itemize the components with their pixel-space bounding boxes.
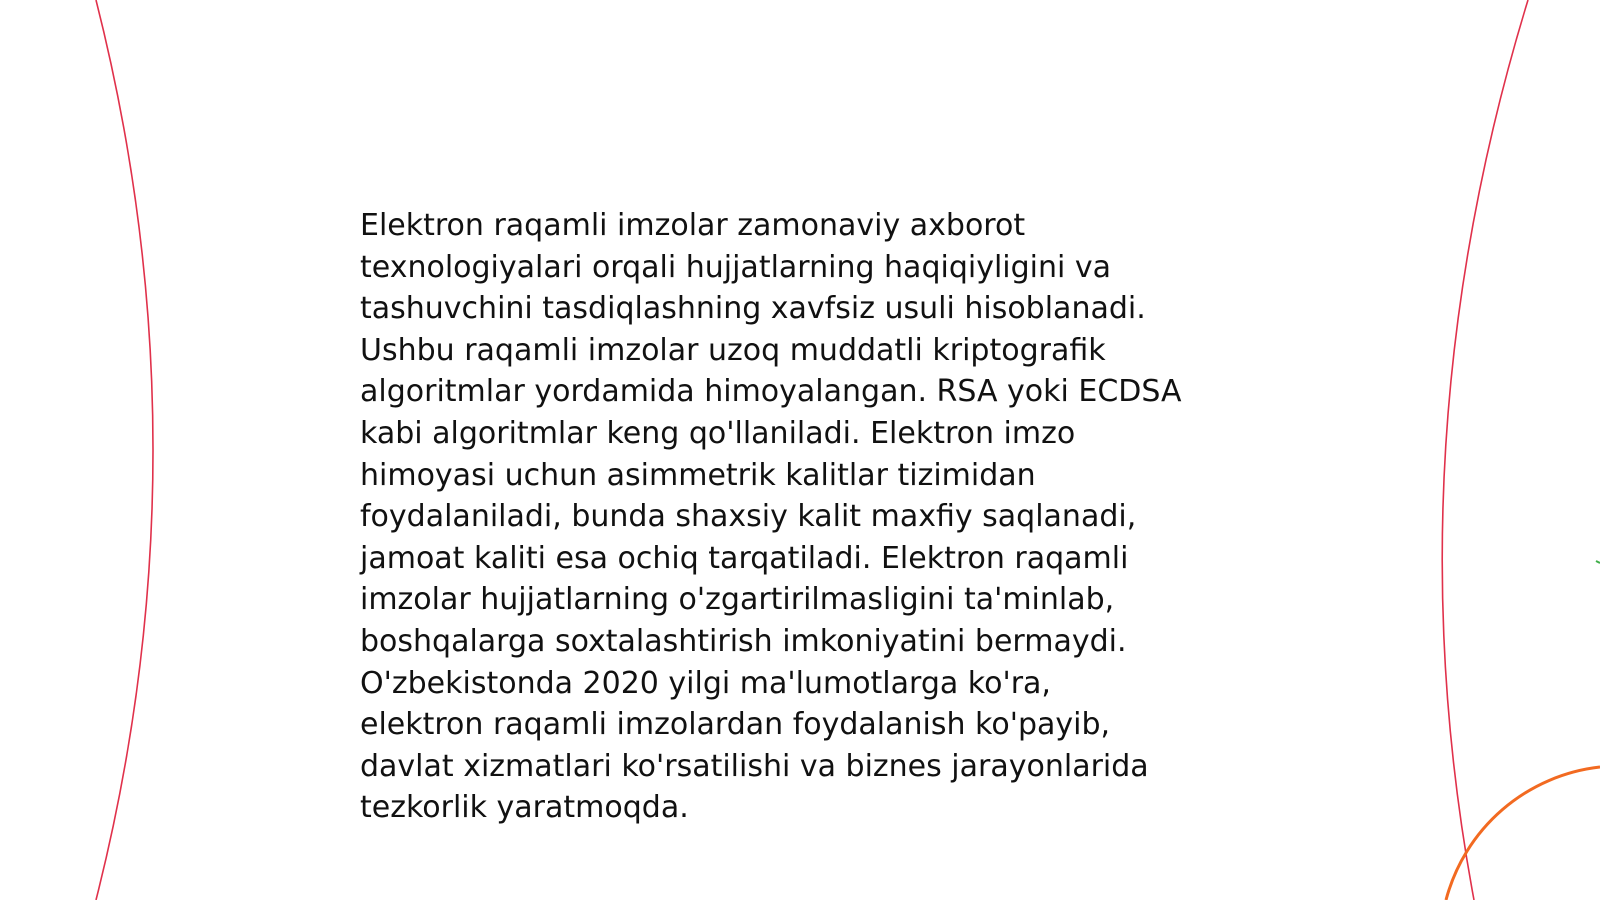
paragraph-line: boshqalarga soxtalashtirish imkoniyatini bermaydi. — [360, 623, 1127, 659]
paragraph-line: davlat xizmatlari ko'rsatilishi va biznes jarayonlarida — [360, 748, 1149, 784]
paragraph-line: tashuvchini tasdiqlashning xavfsiz usuli hisoblanadi. — [360, 291, 1146, 327]
paragraph-line: imzolar hujjatlarning o'zgartirilmasligini ta'minlab, — [360, 582, 1115, 618]
paragraph-line: jamoat kaliti esa ochiq tarqatiladi. Elektron raqamli — [360, 540, 1129, 576]
paragraph-line: foydalaniladi, bunda shaxsiy kalit maxfiy saqlanadi, — [360, 499, 1137, 535]
paragraph-line: texnologiyalari orqali hujjatlarning haqiqiyligini va — [360, 249, 1112, 285]
paragraph-line: tezkorlik yaratmoqda. — [360, 790, 689, 826]
orange-circle-arc — [1446, 767, 1600, 900]
paragraph-line: kabi algoritmlar keng qo'llaniladi. Elektron imzo — [360, 415, 1076, 451]
paragraph-line: elektron raqamli imzolardan foydalanish ko'payib, — [360, 707, 1111, 743]
paragraph-line: Ushbu raqamli imzolar uzoq muddatli kriptografik — [360, 332, 1106, 368]
body-paragraph — [360, 205, 1260, 829]
left-arc-line — [96, 0, 153, 900]
paragraph-line: algoritmlar yordamida himoyalangan. RSA yoki ECDSA — [360, 374, 1182, 410]
green-accent-mark — [1596, 561, 1600, 563]
right-arc-line — [1442, 0, 1528, 900]
paragraph-line: Elektron raqamli imzolar zamonaviy axborot — [360, 208, 1026, 243]
paragraph-line: himoyasi uchun asimmetrik kalitlar tizimidan — [360, 457, 1036, 493]
paragraph-line: O'zbekistonda 2020 yilgi ma'lumotlarga ko'ra, — [360, 665, 1051, 701]
